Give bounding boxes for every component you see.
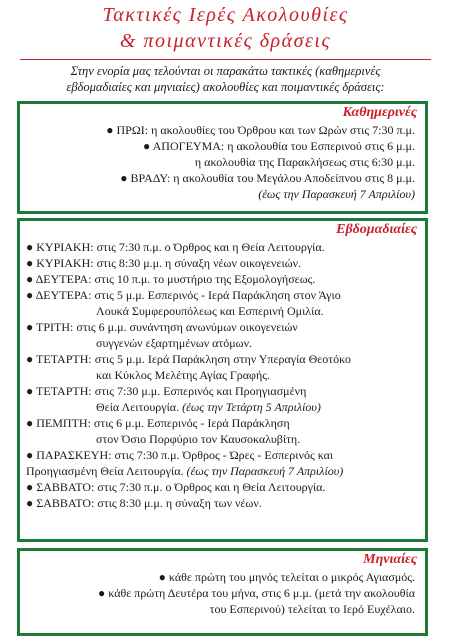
weekly-line: ● ΔΕΥΤΕΡΑ: στις 5 μ.μ. Εσπερινός - Ιερά Παράκληση στον Άγιο: [26, 288, 341, 302]
weekly-note: (έως την Παρασκευή 7 Απριλίου): [186, 464, 344, 478]
weekly-line: στον Όσιο Πορφύριο τον Καυσοκαλυβίτη.: [96, 432, 301, 446]
weekly-line: Λουκά Συμφερουπόλεως και Εσπερινή Ομιλία.: [96, 304, 324, 318]
intro-line-2: εβδομαδιαίες και μηνιαίες) ακολουθίες και ποιμαντικές δράσεις:: [66, 80, 385, 94]
weekly-line: ● ΠΕΜΠΤΗ: στις 6 μ.μ. Εσπερινός - Ιερά Παράκληση: [26, 416, 290, 430]
daily-line: ● ΑΠΟΓΕΥΜΑ: η ακολουθία του Εσπερινού στις 6 μ.μ.: [143, 139, 415, 153]
title-divider: [20, 59, 431, 60]
daily-section: [17, 101, 428, 214]
intro-line-1: Στην ενορία μας τελούνται οι παρακάτω τακτικές (καθημερινές: [70, 64, 381, 78]
monthly-section: [17, 548, 428, 636]
weekly-line: και Κύκλος Μελέτης Αγίας Γραφής.: [96, 368, 271, 382]
weekly-line: [20, 463, 425, 479]
weekly-line: ● ΔΕΥΤΕΡΑ: στις 10 π.μ. το μυστήριο της Εξομολογήσεως.: [26, 272, 316, 286]
weekly-line: ● ΤΡΙΤΗ: στις 6 μ.μ. συνάντηση ανωνύμων οικογενειών: [26, 320, 298, 334]
page-title-line-2: & ποιμαντικές δράσεις: [119, 30, 332, 52]
monthly-line: ● κάθε πρώτη του μηνός τελείται ο μικρός Αγιασμός.: [158, 570, 415, 584]
weekly-line: ● ΚΥΡΙΑΚΗ: στις 7:30 π.μ. ο Όρθρος και η Θεία Λειτουργία.: [26, 240, 325, 254]
daily-note: (έως την Παρασκευή 7 Απριλίου): [258, 187, 415, 201]
weekly-line: ● ΤΕΤΑΡΤΗ: στις 7:30 μ.μ. Εσπερινός και Προηγιασμένη: [26, 384, 307, 398]
monthly-heading: Μηνιαίες: [363, 552, 417, 567]
weekly-line: ● ΤΕΤΑΡΤΗ: στις 5 μ.μ. Ιερά Παράκληση στην Υπεραγία Θεοτόκο: [26, 352, 351, 366]
daily-heading: Καθημερινές: [342, 105, 417, 120]
monthly-line: ● κάθε πρώτη Δευτέρα του μήνα, στις 6 μ.μ. (μετά την ακολουθία: [98, 586, 415, 600]
weekly-line-text: Θεία Λειτουργία.: [96, 400, 180, 414]
weekly-line: ● ΠΑΡΑΣΚΕΥΗ: στις 7:30 π.μ. Όρθρος - Ώρες - Εσπερινός και: [26, 448, 334, 462]
weekly-line: [20, 399, 425, 415]
weekly-line: ● ΣΑΒΒΑΤΟ: στις 7:30 π.μ. ο Όρθρος και η Θεία Λειτουργία.: [26, 480, 326, 494]
weekly-heading: Εβδομαδιαίες: [336, 222, 417, 237]
daily-line: ● ΒΡΑΔΥ: η ακολουθία του Μεγάλου Αποδείπνου στις 8 μ.μ.: [120, 171, 415, 185]
intro-text: [18, 63, 433, 95]
weekly-line-text: Προηγιασμένη Θεία Λειτουργία.: [26, 464, 184, 478]
weekly-note: (έως την Τετάρτη 5 Απριλίου): [182, 400, 321, 414]
monthly-line: του Εσπερινού) τελείται το Ιερό Ευχέλαιο.: [209, 602, 415, 616]
daily-line: η ακολουθία της Παρακλήσεως στις 6:30 μ.μ.: [194, 155, 415, 169]
weekly-line: συγγενών εξαρτημένων ατόμων.: [96, 336, 253, 350]
weekly-line: ● ΣΑΒΒΑΤΟ: στις 8:30 μ.μ. η σύναξη των νέων.: [26, 496, 262, 510]
page-title-line-1: Τακτικές Ιερές Ακολουθίες: [102, 4, 349, 26]
daily-line: ● ΠΡΩΙ: η ακολουθίες του Όρθρου και των Ωρών στις 7:30 π.μ.: [106, 123, 415, 137]
weekly-section: [17, 218, 428, 542]
weekly-line: ● ΚΥΡΙΑΚΗ: στις 8:30 μ.μ. η σύναξη νέων οικογενειών.: [26, 256, 302, 270]
